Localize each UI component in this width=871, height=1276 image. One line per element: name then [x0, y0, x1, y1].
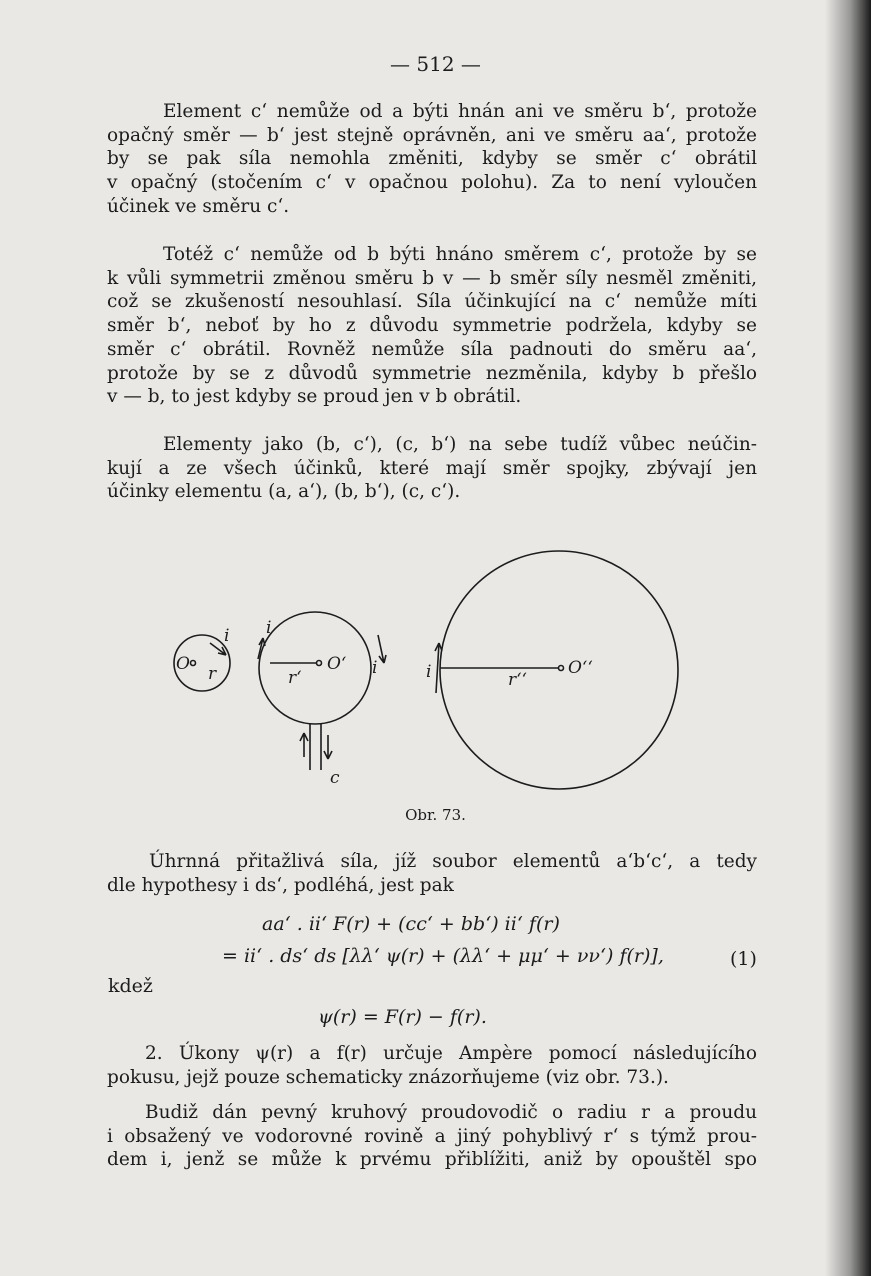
paragraph-3 [107, 433, 757, 504]
paragraph-6 [107, 1101, 757, 1172]
label-r: r [208, 664, 217, 684]
text-line: opačný směr — b‘ jest stejně oprávněn, ani ve směru aa‘, protože [107, 124, 757, 146]
paragraph-2 [107, 243, 757, 409]
text-line: což se zkušeností nesouhlasí. Síla účinkující na c‘ nemůže míti [107, 291, 757, 313]
text-line: Totéž c‘ nemůže od b býti hnáno směrem c‘, protože by se [163, 244, 757, 265]
text-line: i obsažený ve vodorovné rovině a jiný pohyblivý r‘ s týmž prou- [107, 1125, 757, 1147]
label-i-small-1: i [224, 626, 230, 646]
middle-circle-loop [259, 612, 371, 724]
text-line: protože by se z důvodů symmetrie nezměnila, kdyby b přešlo [107, 362, 757, 384]
page-number: — 512 — [390, 52, 481, 76]
figure-caption: Obr. 73. [405, 806, 466, 824]
label-i-mid: i [372, 658, 378, 678]
current-arrow-small-2 [258, 638, 265, 659]
text-line: v — b, to jest kdyby se proud jen v b obrátil. [107, 386, 522, 408]
text-line: Úhrnná přitažlivá síla, jíž soubor elementů a‘b‘c‘, a tedy [149, 851, 757, 872]
text-line: 2. Úkony ψ(r) a f(r) určuje Ampère pomocí následujícího [145, 1043, 757, 1064]
label-O-prime: O‘ [327, 654, 347, 674]
equation-line-3: ψ(r) = F(r) − f(r). [318, 1006, 487, 1028]
text-line: k vůli symmetrii změnou směru b v — b směr síly nesměl změniti, [107, 267, 757, 289]
text-line: kují a ze všech účinků, které mají směr spojky, zbývají jen [107, 457, 757, 479]
text-line: účinek ve směru c‘. [107, 195, 290, 217]
lead-arrow-down [324, 735, 332, 759]
label-O: O [176, 654, 190, 674]
label-i-small-2: i [266, 618, 272, 638]
text-line: dem i, jenž se může k prvému přiblížiti, aniž by opouštěl spo [107, 1149, 757, 1171]
text-line: směr b‘, neboť by ho z důvodu symmetrie podržela, kdyby se [107, 315, 757, 337]
text-line: Elementy jako (b, c‘), (c, b‘) na sebe tudíž vůbec neúčin- [163, 434, 757, 455]
label-O-double-prime: O‘‘ [568, 658, 593, 678]
page-edge-shadow [825, 0, 871, 1276]
paragraph-5 [107, 1042, 757, 1089]
text-line: by se pak síla nemohla změniti, kdyby se směr c‘ obrátil [107, 148, 757, 170]
paragraph-4 [107, 850, 757, 897]
label-r-prime: r‘ [288, 668, 302, 688]
equation-line-2: = ii‘ . ds‘ ds [λλ‘ ψ(r) + (λλ‘ + μμ‘ + νν‘) f(r)], [222, 945, 664, 967]
text-line: směr c‘ obrátil. Rovněž nemůže síla padnouti do směru aa‘, [107, 338, 757, 360]
center-O-double-prime-point [559, 666, 564, 671]
equation-number: (1) [730, 948, 757, 970]
label-r-double-prime: r‘‘ [508, 670, 527, 690]
center-O-point [191, 661, 196, 666]
current-arrow-mid [378, 635, 386, 663]
text-line: v opačný (stočením c‘ v opačnou polohu). Za to není vyloučen [107, 172, 757, 194]
text-line: Element c‘ nemůže od a býti hnán ani ve směru b‘, protože [163, 101, 757, 122]
text-line: účinky elementu (a, a‘), (b, b‘), (c, c‘). [107, 481, 461, 503]
figure-73 [150, 545, 710, 795]
paragraph-1 [107, 100, 757, 219]
center-O-prime-point [317, 661, 322, 666]
label-c: c [330, 768, 340, 788]
text-line: Budiž dán pevný kruhový proudovodič o radiu r a proudu [145, 1102, 757, 1123]
kdez-label: kdež [108, 975, 153, 997]
text-line: pokusu, jejž pouze schematicky znázorňujeme (viz obr. 73.). [107, 1066, 669, 1088]
lead-arrow-up [300, 733, 308, 757]
label-i-big: i [426, 662, 432, 682]
equation-line-1: aa‘ . ii‘ F(r) + (cc‘ + bb‘) ii‘ f(r) [262, 913, 560, 935]
text-line: dle hypothesy i ds‘, podléhá, jest pak [107, 874, 454, 896]
